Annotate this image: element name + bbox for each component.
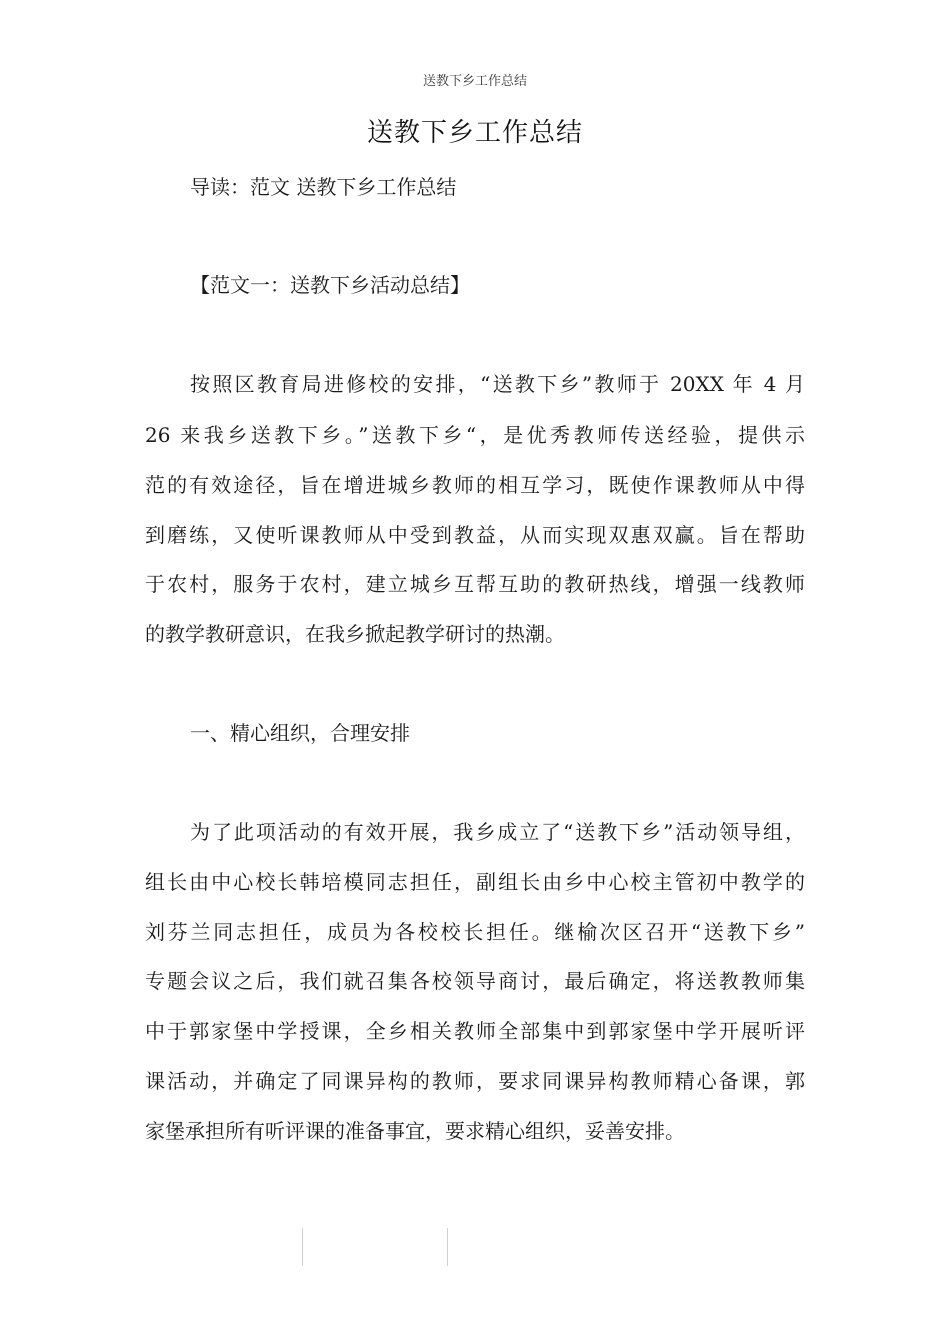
paragraph2-line-3: 刘芬兰同志担任，成员为各校校长担任。继榆次区召开“送教下乡” (145, 920, 805, 944)
paragraph1-line-2: 26 来我乡送教下乡。”送教下乡“，是优秀教师传送经验，提供示 (145, 423, 805, 447)
footer-guide-line-right (447, 1228, 448, 1266)
section-heading: 【范文一：送教下乡活动总结】 (190, 273, 470, 297)
paragraph2-line-2: 组长由中心校长韩培模同志担任，副组长由乡中心校主管初中教学的 (145, 870, 805, 894)
paragraph1-line-1: 按照区教育局进修校的安排，“送教下乡”教师于 20XX 年 4 月 (190, 372, 805, 396)
running-header: 送教下乡工作总结 (422, 74, 527, 89)
document-title: 送教下乡工作总结 (366, 118, 583, 148)
lead-line: 导读：范文 送教下乡工作总结 (190, 175, 457, 199)
footer-guide-line-left (302, 1228, 303, 1266)
subheading-1: 一、精心组织，合理安排 (190, 721, 410, 745)
paragraph2-line-7: 家堡承担所有听评课的准备事宜，要求精心组织，妥善安排。 (145, 1119, 685, 1143)
paragraph1-line-6: 的教学教研意识，在我乡掀起教学研讨的热潮。 (145, 622, 565, 646)
paragraph2-line-4: 专题会议之后，我们就召集各校领导商讨，最后确定，将送教教师集 (145, 969, 805, 993)
paragraph1-line-3: 范的有效途径，旨在增进城乡教师的相互学习，既使作课教师从中得 (145, 473, 805, 497)
paragraph1-line-4: 到磨练，又使听课教师从中受到教益，从而实现双惠双赢。旨在帮助 (145, 523, 805, 547)
paragraph2-line-5: 中于郭家堡中学授课，全乡相关教师全部集中到郭家堡中学开展听评 (145, 1019, 805, 1043)
paragraph2-line-1: 为了此项活动的有效开展，我乡成立了“送教下乡”活动领导组， (190, 820, 805, 844)
paragraph2-line-6: 课活动，并确定了同课异构的教师，要求同课异构教师精心备课，郭 (145, 1069, 805, 1093)
paragraph1-line-5: 于农村，服务于农村，建立城乡互帮互助的教研热线，增强一线教师 (145, 572, 805, 596)
